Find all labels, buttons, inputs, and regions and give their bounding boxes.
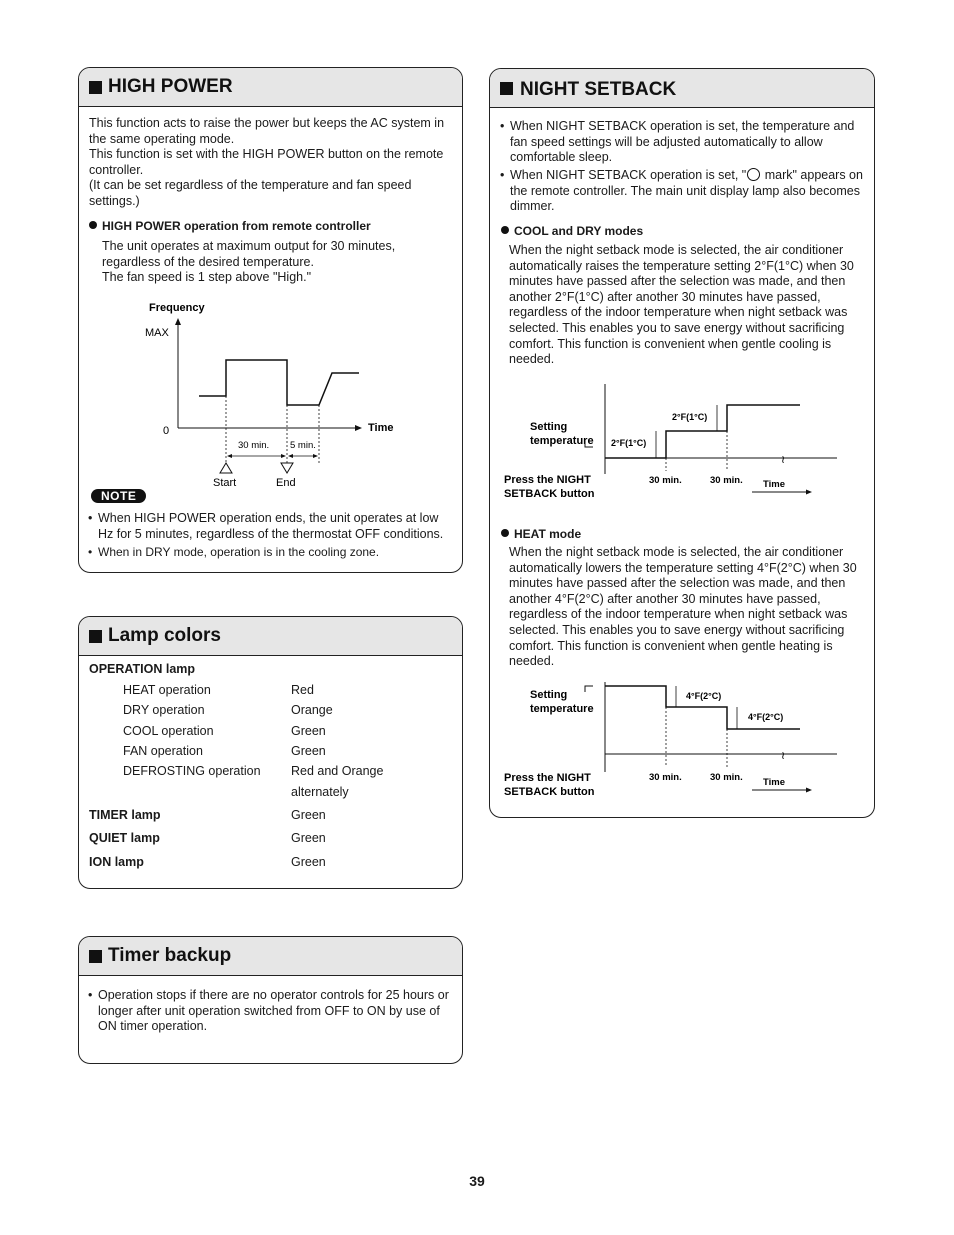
note-text: When HIGH POWER operation ends, the unit operates at low Hz for 5 minutes, regardless of the thermostat OFF conditions. — [98, 511, 444, 541]
break-mark-icon: ≀ — [781, 454, 786, 466]
chart-y-arrow — [175, 318, 181, 325]
night-bullet-1-text: When NIGHT SETBACK operation is set, the temperature and fan speed settings will be adjusted automatically to allow comfortable sleep. — [510, 119, 855, 165]
bullet-mark: • — [500, 119, 505, 133]
cool-dry-text: When the night setback mode is selected, the air conditioner automatically raises the temperature setting 2°F(1°C) when 30 minutes have passed after the selection was made, and then another 2°F(1°C) after another 30 minutes have passed, regardless of the indoor temperature when night setback was selected. This enables you to save energy without sacrificing comfort. This function is convenient when gentle cooling is needed. — [509, 243, 854, 367]
night-bullet-1 — [500, 119, 870, 166]
lamp-row-label: DEFROSTING operation — [123, 764, 261, 778]
time-arrowhead — [806, 490, 812, 495]
lamp-row-color: Green — [291, 831, 326, 845]
high-power-title: HIGH POWER — [108, 76, 233, 97]
start-label: Start — [213, 477, 237, 489]
setting-label: Setting — [530, 421, 568, 433]
lamp-row-color: Red and Orange — [291, 764, 384, 778]
interval-5-label: 5 min. — [290, 440, 316, 451]
step-2-label: 4°F(2°C) — [748, 712, 784, 722]
high-power-panel — [78, 67, 463, 573]
night-setback-panel — [489, 68, 875, 818]
lamp-row-color: Green — [291, 855, 326, 869]
night-setback-title: NIGHT SETBACK — [520, 79, 677, 100]
high-power-sub-text: The unit operates at maximum output for 30 minutes, regardless of the desired temperature. The fan speed is 1 step above "High." — [102, 239, 396, 285]
note-item-2: • When in DRY mode, operation is in the cooling zone. — [88, 545, 380, 559]
time-label: Time — [763, 777, 786, 788]
page-number: 39 — [469, 1173, 485, 1189]
step-1-label: 2°F(1°C) — [611, 438, 647, 448]
lamp-colors-title: Lamp colors — [108, 625, 221, 646]
temperature-label: temperature — [530, 435, 594, 447]
chart-y-label: Frequency — [149, 302, 205, 314]
operation-lamp-heading: OPERATION lamp — [89, 662, 196, 676]
timer-backup-item — [88, 988, 458, 1035]
timer-backup-title: Timer backup — [108, 945, 232, 966]
lamp-row-label: HEAT operation — [123, 683, 211, 697]
lamp-row-color: Orange — [291, 703, 333, 717]
high-power-subheading: HIGH POWER operation from remote controller — [89, 219, 371, 235]
lamp-colors-header — [79, 617, 462, 656]
bullet-dot-icon — [501, 529, 509, 537]
lamp-row-label: QUIET lamp — [89, 831, 160, 845]
press-label-2: SETBACK button — [504, 786, 595, 798]
time-label: Time — [763, 479, 786, 490]
time-arrowhead — [806, 788, 812, 793]
night-bullet-2-text: When NIGHT SETBACK operation is set, " mark" appears on the remote controller. The main unit display lamp also becomes dimmer. — [510, 168, 863, 214]
arrowhead — [227, 454, 232, 458]
end-marker-icon — [281, 463, 293, 473]
arrowhead — [288, 454, 293, 458]
step-1-label: 4°F(2°C) — [686, 691, 722, 701]
timer-backup-panel — [78, 936, 463, 1064]
temperature-label: temperature — [530, 703, 594, 715]
night-setback-header — [490, 69, 874, 108]
chart-x-label: Time — [368, 422, 394, 434]
interval-1-label: 30 min. — [649, 475, 682, 486]
setting-label: Setting — [530, 689, 568, 701]
timer-backup-text: Operation stops if there are no operator controls for 25 hours or longer after unit operation switched from OFF to ON by use of ON timer operation. — [98, 988, 449, 1034]
lamp-row-label: COOL operation — [123, 724, 214, 738]
square-bullet-icon — [89, 950, 102, 963]
lamp-row-color: Green — [291, 744, 326, 758]
high-power-header — [79, 68, 462, 107]
frequency-line — [199, 360, 359, 405]
start-marker-icon — [220, 463, 232, 473]
lamp-row-color: Green — [291, 724, 326, 738]
lamp-row-label: ION lamp — [89, 855, 144, 869]
press-label-1: Press the NIGHT — [504, 474, 591, 486]
interval-30-label: 30 min. — [238, 440, 270, 451]
step-2-label: 2°F(1°C) — [672, 412, 708, 422]
heat-mode-heading: HEAT mode — [501, 527, 581, 543]
night-bullet-2 — [500, 168, 870, 215]
bullet-mark: • — [88, 988, 93, 1002]
bullet-mark: • — [500, 168, 505, 182]
heat-mode-text: When the night setback mode is selected, the air conditioner automatically lowers the temperature setting 4°F(2°C) when 30 minutes have passed after the selection was made, and then another 4°F(2°C) after another 30 minutes have passed, regardless of the indoor temperature when night setback was selected. This enables you to save energy without sacrificing comfort. This function is convenient when gentle heating is needed. — [509, 545, 857, 669]
interval-1-label: 30 min. — [649, 772, 682, 783]
square-bullet-icon — [500, 82, 513, 95]
lamp-row-color: Green — [291, 808, 326, 822]
bullet-mark: • — [88, 511, 93, 525]
cool-setback-chart — [490, 379, 872, 504]
bullet-mark: • — [88, 545, 93, 559]
lamp-row-label: FAN operation — [123, 744, 203, 758]
note-item-1 — [88, 511, 458, 542]
note-badge: NOTE — [91, 489, 146, 503]
timer-backup-header — [79, 937, 462, 976]
press-label-1: Press the NIGHT — [504, 772, 591, 784]
interval-2-label: 30 min. — [710, 772, 743, 783]
night-setback-mark-icon — [747, 168, 760, 181]
press-label-2: SETBACK button — [504, 488, 595, 500]
bullet-dot-icon — [89, 221, 97, 229]
lamp-row-color: Red — [291, 683, 314, 697]
lamp-row-label: DRY operation — [123, 703, 205, 717]
high-power-chart — [129, 296, 429, 496]
lamp-row-label: TIMER lamp — [89, 808, 161, 822]
high-power-intro: This function acts to raise the power but keeps the AC system in the same operating mode. This function is set with the HIGH POWER button on the remote controller. (It can be set regardless of the temperature and fan speed settings.) — [89, 116, 445, 208]
end-label: End — [276, 477, 296, 489]
interval-2-label: 30 min. — [710, 475, 743, 486]
cool-dry-heading: COOL and DRY modes — [501, 224, 643, 240]
heat-setback-chart — [490, 677, 872, 802]
chart-x-arrow — [355, 425, 362, 431]
arrowhead — [313, 454, 318, 458]
label-pointer — [585, 686, 593, 692]
lamp-colors-panel — [78, 616, 463, 889]
square-bullet-icon — [89, 81, 102, 94]
bullet-dot-icon — [501, 226, 509, 234]
lamp-row-color-extra: alternately — [291, 785, 349, 799]
break-mark-icon: ≀ — [781, 750, 786, 762]
square-bullet-icon — [89, 630, 102, 643]
chart-max-label: MAX — [145, 327, 169, 339]
chart-zero-label: 0 — [163, 425, 170, 437]
arrowhead — [281, 454, 286, 458]
